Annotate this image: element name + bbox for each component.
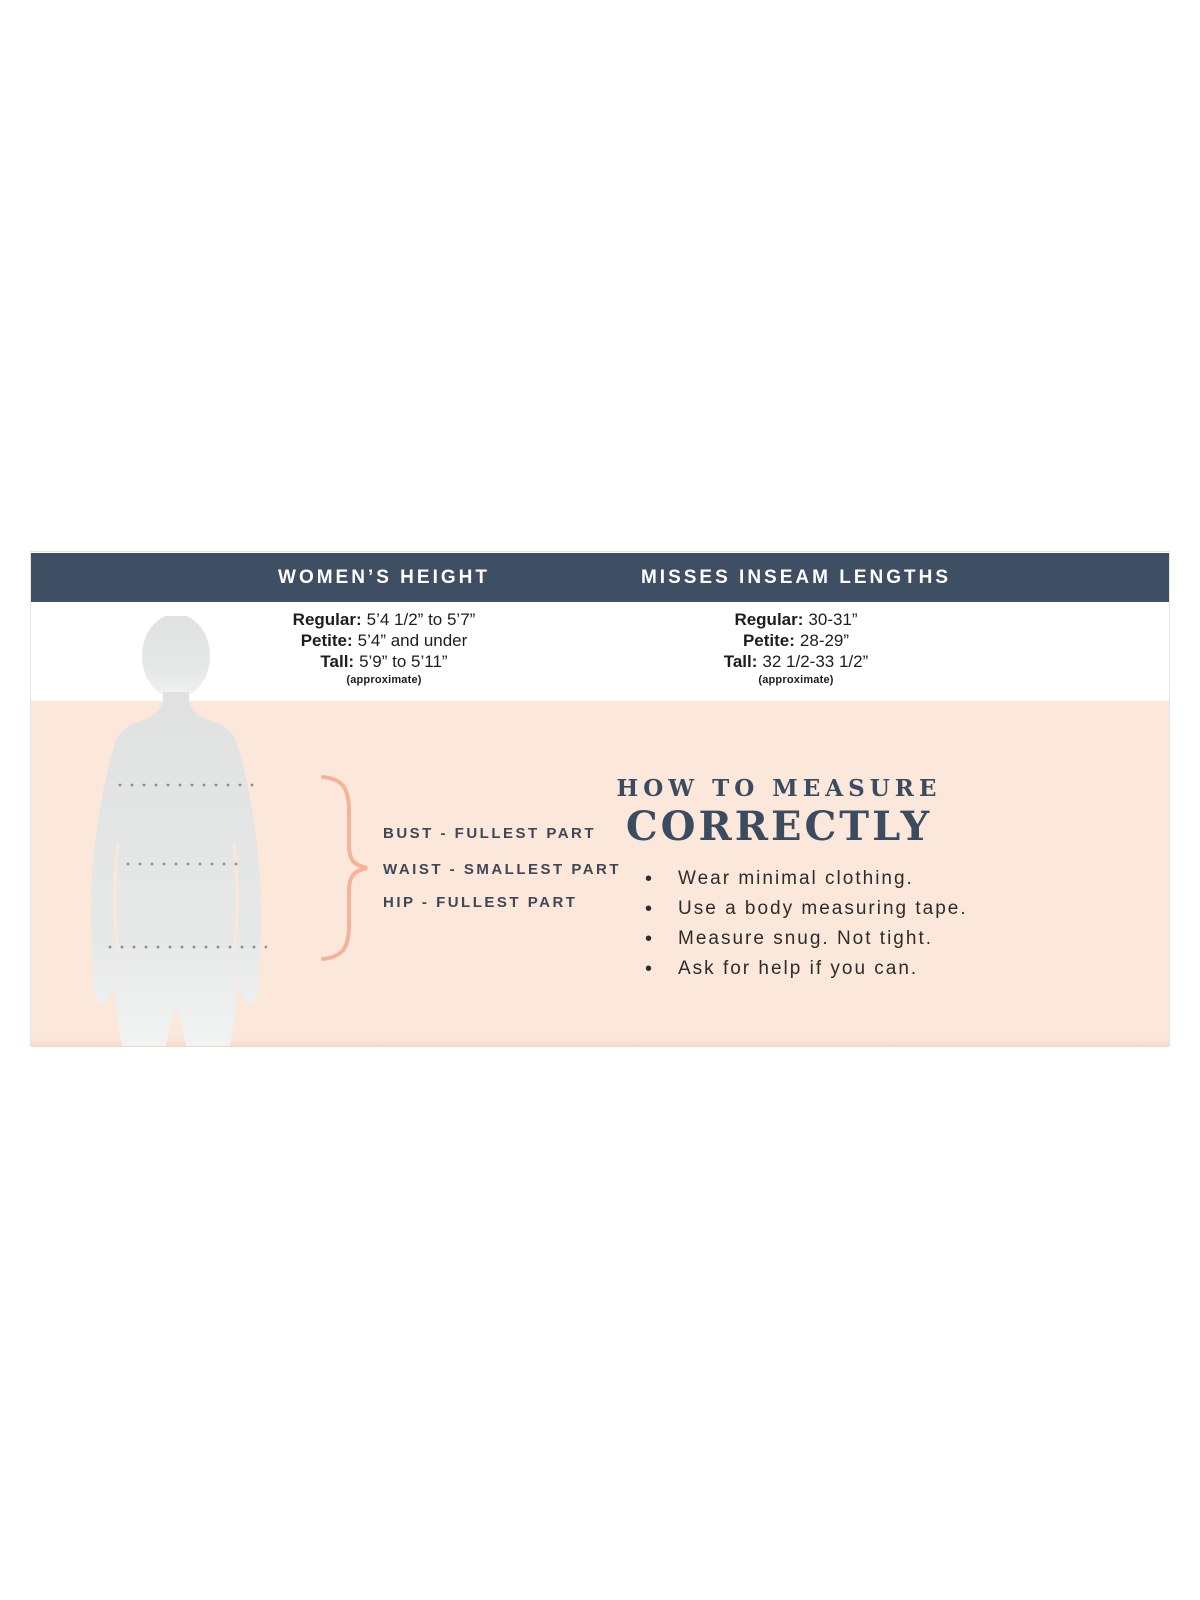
waist-label: WAIST - SMALLEST PART <box>383 861 622 878</box>
inseam-tall-value: 32 1/2-33 1/2” <box>762 652 869 671</box>
inseam-petite-value: 28-29” <box>799 631 850 650</box>
header-bar <box>31 553 1169 602</box>
inseam-regular-value: 30-31” <box>808 610 858 629</box>
tip-measure-snug: • Measure snug. Not tight. <box>641 924 968 954</box>
measuring-tips-list <box>641 864 968 984</box>
tip-ask-for-help: • Ask for help if you can. <box>641 954 968 984</box>
inseam-row-petite <box>496 630 1096 651</box>
womens-height-title: WOMEN’S HEIGHT <box>278 567 490 588</box>
bust-dotted-line <box>114 783 261 787</box>
inseam-approximate-note: (approximate) <box>758 674 834 686</box>
how-to-measure-line: HOW TO MEASURE <box>616 775 942 802</box>
curly-brace-icon <box>313 773 373 963</box>
height-approximate-note: (approximate) <box>346 674 422 686</box>
hip-label: HIP - FULLEST PART <box>383 894 578 911</box>
silhouette-head <box>142 616 210 698</box>
hip-dotted-line <box>104 945 267 949</box>
inseam-row-regular <box>496 609 1096 630</box>
height-petite-value: 5’4” and under <box>357 631 468 650</box>
how-to-measure-heading <box>569 775 989 850</box>
height-regular-value: 5’4 1/2” to 5’7” <box>366 610 476 629</box>
misses-inseam-title: MISSES INSEAM LENGTHS <box>640 567 952 588</box>
inseam-tall-label: Tall: <box>723 652 758 671</box>
inseam-regular-label: Regular: <box>734 610 804 629</box>
inseam-row-tall <box>496 651 1096 672</box>
correctly-line: CORRECTLY <box>625 803 933 850</box>
tip-body-measuring-tape: • Use a body measuring tape. <box>641 894 968 924</box>
height-regular-label: Regular: <box>292 610 362 629</box>
tip-minimal-clothing: • Wear minimal clothing. <box>641 864 968 894</box>
height-tall-value: 5’9” to 5’11” <box>359 652 448 671</box>
size-guide-banner <box>30 551 1170 1046</box>
female-silhouette-image <box>71 616 281 1046</box>
waist-dotted-line <box>122 862 245 866</box>
bust-label: BUST - FULLEST PART <box>383 825 597 842</box>
height-petite-label: Petite: <box>300 631 353 650</box>
inseam-petite-label: Petite: <box>742 631 795 650</box>
inseam-info <box>496 609 1096 686</box>
height-tall-label: Tall: <box>320 652 355 671</box>
